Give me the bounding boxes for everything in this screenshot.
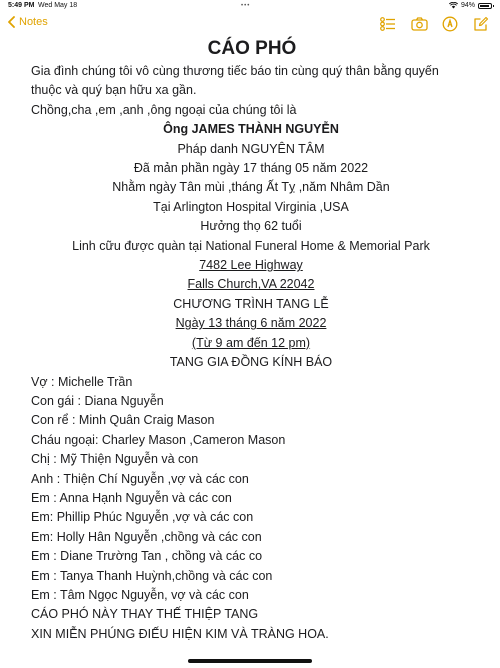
family-member: Vợ : Michelle Trần <box>31 374 133 389</box>
address-line-2 <box>31 275 471 294</box>
multitasking-dots-icon[interactable]: ••• <box>241 3 251 9</box>
address-link[interactable]: 7482 Lee Highway <box>199 258 303 273</box>
back-to-notes-button[interactable] <box>8 16 48 28</box>
note-intro-line-1: Gia đình chúng tôi vô cùng thương tiếc báo tin cùng quý thân bằng quyến <box>31 64 439 78</box>
checklist-button[interactable] <box>379 15 397 33</box>
dharma-name: Pháp danh NGUYÊN TÂM <box>177 141 325 156</box>
deceased-name: Ông JAMES THÀNH NGUYỄN <box>163 122 339 137</box>
age: Hưởng thọ 62 tuổi <box>200 219 302 234</box>
viewing-location: Linh cữu được quàn tại National Funeral Home & Memorial Park <box>72 238 430 253</box>
program-date-line <box>31 314 471 333</box>
family-member: Em: Holly Hân Nguyễn ,chồng và các con <box>31 529 262 544</box>
compose-icon <box>473 16 489 32</box>
note-intro-line-2: thuộc và quý bạn hữu xa gần. <box>31 83 197 98</box>
back-label: Notes <box>19 16 48 28</box>
checklist-icon <box>380 17 396 31</box>
closing-line-1: CÁO PHÓ NÀY THAY THẾ THIỆP TANG <box>31 607 259 622</box>
status-time: 5:49 PM <box>8 2 35 9</box>
family-notice: TANG GIA ĐỒNG KÍNH BÁO <box>169 355 333 370</box>
family-member: Em: Phillip Phúc Nguyễn ,vợ và các con <box>31 510 254 525</box>
lunar-date: Nhằm ngày Tân mùi ,tháng Ất Tỵ ,năm Nhâm Dần <box>112 180 390 195</box>
toolbar-actions <box>379 15 490 33</box>
family-member: Con gái : Diana Nguyễn <box>31 393 164 408</box>
status-right <box>449 2 492 9</box>
family-member: Em : Tâm Ngọc Nguyễn, vợ và các con <box>31 587 249 602</box>
family-member: Anh : Thiện Chí Nguyễn ,vợ và các con <box>31 471 249 486</box>
family-member: Em : Anna Hạnh Nguyễn và các con <box>31 490 232 505</box>
markup-pen-icon <box>442 16 458 32</box>
city-link[interactable]: Falls Church,VA 22042 <box>187 277 315 292</box>
place-of-passing: Tại Arlington Hospital Virginia ,USA <box>153 199 349 214</box>
program-title: CHƯƠNG TRÌNH TANG LỄ <box>173 296 329 311</box>
battery-level-fill <box>480 5 489 7</box>
status-date: Wed May 18 <box>38 2 78 9</box>
note-title: CÁO PHÓ <box>207 38 297 59</box>
family-member: Con rể : Minh Quân Craig Mason <box>31 413 215 428</box>
status-bar <box>0 0 500 12</box>
note-intro-line-3: Chồng,cha ,em ,anh ,ông ngoại của chúng tôi là <box>31 102 297 117</box>
family-member: Cháu ngoại: Charley Mason ,Cameron Mason <box>31 432 286 447</box>
note-body[interactable] <box>31 36 471 644</box>
family-member: Em : Diane Trường Tan , chồng và các co <box>31 549 263 564</box>
family-member: Chị : Mỹ Thiện Nguyễn và con <box>31 452 199 467</box>
program-time-line <box>31 334 471 353</box>
camera-icon <box>411 17 428 31</box>
date-passed: Đã mản phần ngày 17 tháng 05 năm 2022 <box>133 161 369 176</box>
camera-button[interactable] <box>410 15 428 33</box>
battery-icon <box>478 3 492 9</box>
closing-line-2: XIN MIỄN PHÚNG ĐIẾU HIỆN KIM VÀ TRÀNG HOA. <box>31 626 329 641</box>
program-date-link[interactable]: Ngày 13 tháng 6 năm 2022 <box>175 316 327 331</box>
wifi-icon <box>449 2 458 9</box>
toolbar <box>0 12 500 36</box>
battery-percent: 94% <box>460 2 475 9</box>
home-indicator[interactable] <box>188 659 312 663</box>
chevron-left-icon <box>8 16 15 28</box>
family-member: Em : Tanya Thanh Huỳnh,chồng và các con <box>31 568 273 583</box>
markup-button[interactable] <box>441 15 459 33</box>
program-time-link[interactable]: (Từ 9 am đến 12 pm) <box>191 335 311 350</box>
address-line-1 <box>31 256 471 275</box>
compose-button[interactable] <box>472 15 490 33</box>
